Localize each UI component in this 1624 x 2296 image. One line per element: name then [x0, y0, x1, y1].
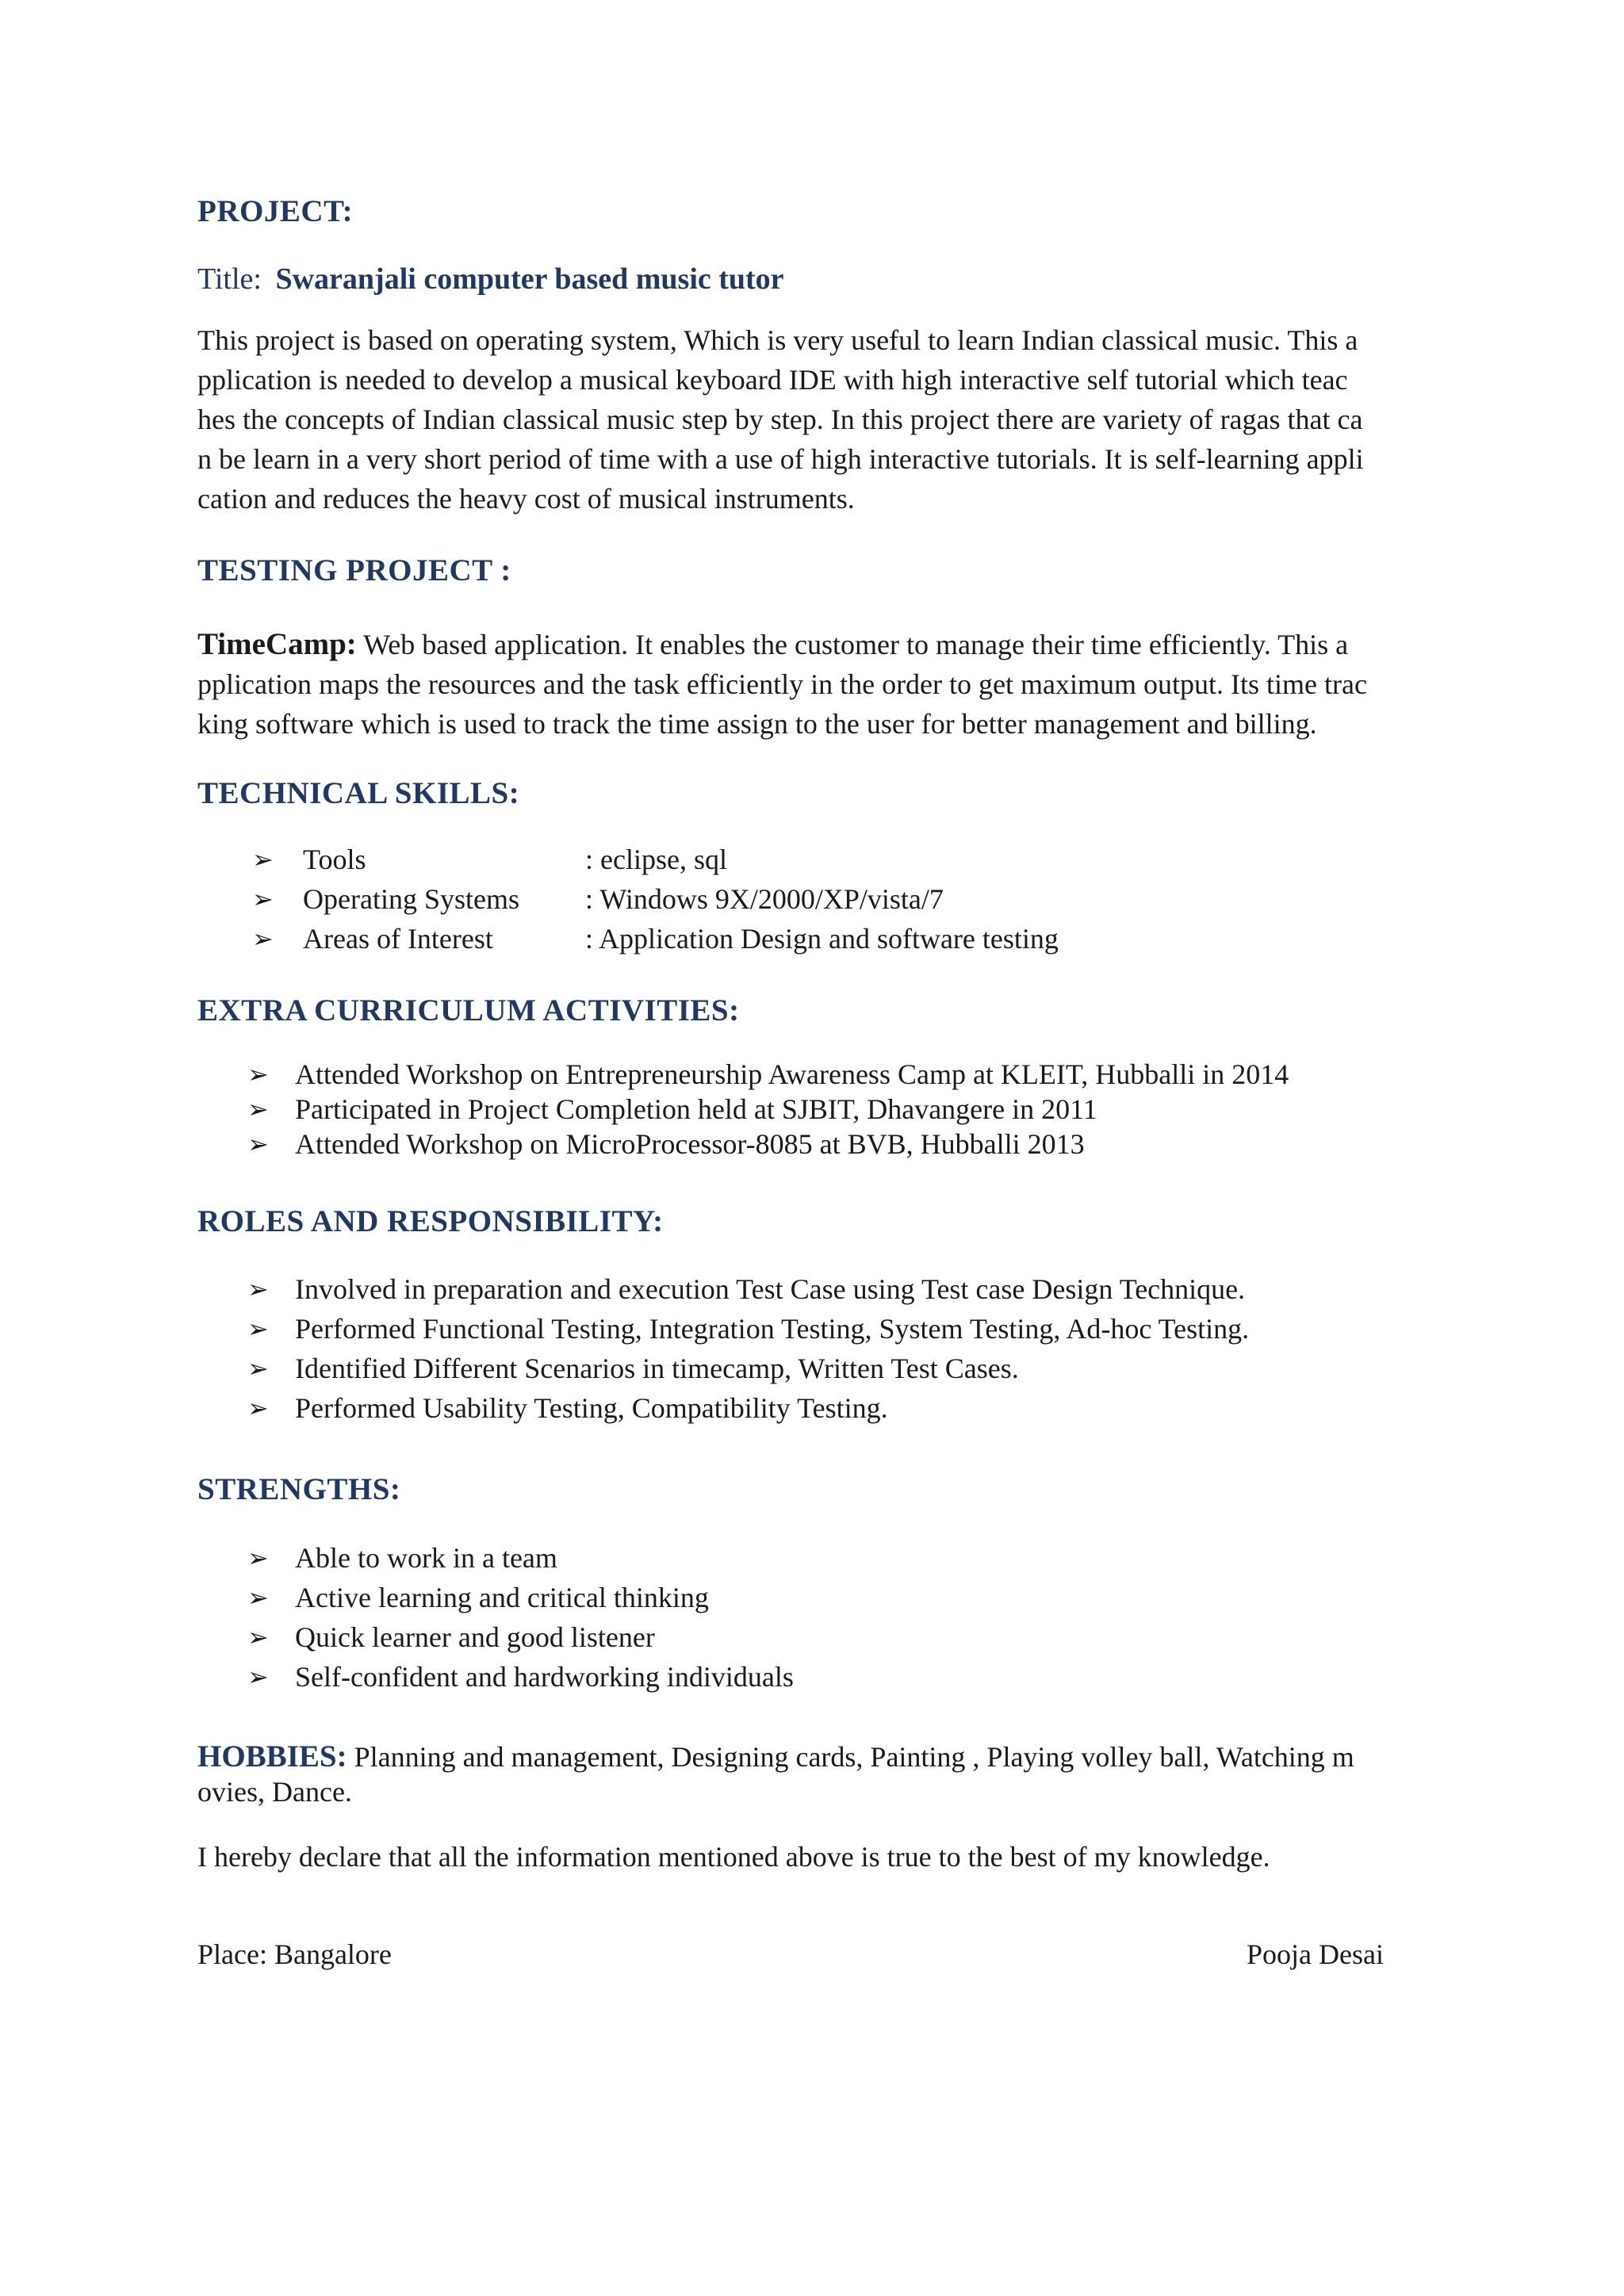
role-item — [247, 1309, 1437, 1349]
strength-text: Able to work in a team — [295, 1542, 557, 1574]
project-description-line: pplication is needed to develop a musical keyboard IDE with high interactive self tutorial which teac — [197, 364, 1348, 396]
arrow-bullet-icon: ➢ — [247, 1314, 269, 1344]
role-item — [247, 1269, 1437, 1309]
activity-text: Attended Workshop on MicroProcessor-8085 at BVB, Hubballi 2013 — [295, 1128, 1085, 1160]
roles-heading: ROLES AND RESPONSIBILITY: — [197, 1204, 664, 1238]
testing-project-line: pplication maps the resources and the task efficiently in the order to get maximum output. Its time trac — [197, 668, 1367, 700]
strength-item — [247, 1657, 1437, 1697]
strengths-list — [247, 1538, 1437, 1697]
activity-item — [247, 1127, 1437, 1161]
arrow-bullet-icon: ➢ — [247, 1353, 269, 1383]
skill-value: : Windows 9X/2000/XP/vista/7 — [585, 883, 944, 915]
arrow-bullet-icon: ➢ — [247, 1543, 269, 1573]
arrow-bullet-icon: ➢ — [252, 924, 274, 954]
timecamp-label: TimeCamp: — [197, 627, 357, 661]
testing-project-line-rest: Web based application. It enables the customer to manage their time efficiently. This a — [356, 629, 1349, 660]
arrow-bullet-icon: ➢ — [247, 1129, 269, 1159]
strength-item — [247, 1538, 1437, 1578]
skill-item — [252, 919, 1204, 959]
hobbies-line: ovies, Dance. — [197, 1776, 352, 1808]
project-title-line — [197, 262, 784, 297]
hobbies-line-rest: Planning and management, Designing cards, Painting , Playing volley ball, Watching m — [347, 1741, 1354, 1773]
declaration-text: I hereby declare that all the information mentioned above is true to the best of my knowledge. — [197, 1841, 1270, 1873]
project-title-label: Title: — [197, 262, 262, 296]
arrow-bullet-icon: ➢ — [252, 884, 274, 914]
hobbies-line — [197, 1739, 1434, 1774]
technical-skills-heading: TECHNICAL SKILLS: — [197, 776, 520, 810]
project-description-line: cation and reduces the heavy cost of musical instruments. — [197, 483, 855, 515]
strength-item — [247, 1617, 1437, 1657]
place-text: Place: Bangalore — [197, 1938, 392, 1970]
project-title-value: Swaranjali computer based music tutor — [275, 262, 784, 296]
extra-curriculum-heading: EXTRA CURRICULUM ACTIVITIES: — [197, 993, 740, 1027]
arrow-bullet-icon: ➢ — [247, 1662, 269, 1692]
hobbies-section — [197, 1739, 1434, 1809]
activity-text: Attended Workshop on Entrepreneurship Awareness Camp at KLEIT, Hubballi in 2014 — [295, 1058, 1289, 1090]
strength-text: Self-confident and hardworking individuals — [295, 1661, 794, 1693]
arrow-bullet-icon: ➢ — [247, 1274, 269, 1304]
skill-item — [252, 879, 1204, 919]
activity-item — [247, 1057, 1437, 1092]
arrow-bullet-icon: ➢ — [247, 1622, 269, 1652]
arrow-bullet-icon: ➢ — [252, 844, 274, 874]
skill-name: Operating Systems — [303, 883, 519, 915]
role-item — [247, 1349, 1437, 1388]
activity-item — [247, 1092, 1437, 1127]
roles-list — [247, 1269, 1437, 1428]
skill-name: Areas of Interest — [303, 923, 493, 955]
project-description-line: n be learn in a very short period of time with a use of high interactive tutorials. It is self-learning appli — [197, 443, 1364, 475]
skill-value: : eclipse, sql — [585, 844, 727, 875]
technical-skills-list — [252, 840, 1204, 959]
project-heading: PROJECT: — [197, 194, 354, 228]
project-description-line: hes the concepts of Indian classical music step by step. In this project there are variety of ragas that ca — [197, 404, 1363, 435]
role-text: Performed Usability Testing, Compatibility Testing. — [295, 1392, 888, 1424]
role-text: Identified Different Scenarios in timecamp, Written Test Cases. — [295, 1353, 1019, 1384]
arrow-bullet-icon: ➢ — [247, 1059, 269, 1089]
arrow-bullet-icon: ➢ — [247, 1393, 269, 1423]
arrow-bullet-icon: ➢ — [247, 1582, 269, 1613]
hobbies-heading: HOBBIES: — [197, 1739, 347, 1774]
strength-text: Quick learner and good listener — [295, 1621, 655, 1653]
role-text: Performed Functional Testing, Integration Testing, System Testing, Ad-hoc Testing. — [295, 1313, 1250, 1345]
strength-item — [247, 1578, 1437, 1617]
role-item — [247, 1388, 1437, 1428]
skill-name: Tools — [303, 844, 366, 875]
testing-project-line — [197, 625, 1434, 664]
arrow-bullet-icon: ➢ — [247, 1094, 269, 1124]
signature-name: Pooja Desai — [1247, 1938, 1384, 1970]
strength-text: Active learning and critical thinking — [295, 1582, 709, 1613]
skill-item — [252, 840, 1204, 879]
testing-project-description — [197, 625, 1434, 744]
activity-text: Participated in Project Completion held at SJBIT, Dhavangere in 2011 — [295, 1093, 1097, 1125]
skill-value: : Application Design and software testing — [585, 923, 1059, 955]
testing-project-line: king software which is used to track the time assign to the user for better management and billing. — [197, 708, 1317, 740]
extra-curriculum-list — [247, 1057, 1437, 1161]
project-description — [197, 320, 1434, 519]
role-text: Involved in preparation and execution Test Case using Test case Design Technique. — [295, 1273, 1246, 1305]
project-description-line: This project is based on operating system, Which is very useful to learn Indian classical music. This a — [197, 324, 1358, 356]
strengths-heading: STRENGTHS: — [197, 1472, 401, 1506]
testing-project-heading: TESTING PROJECT : — [197, 553, 511, 587]
